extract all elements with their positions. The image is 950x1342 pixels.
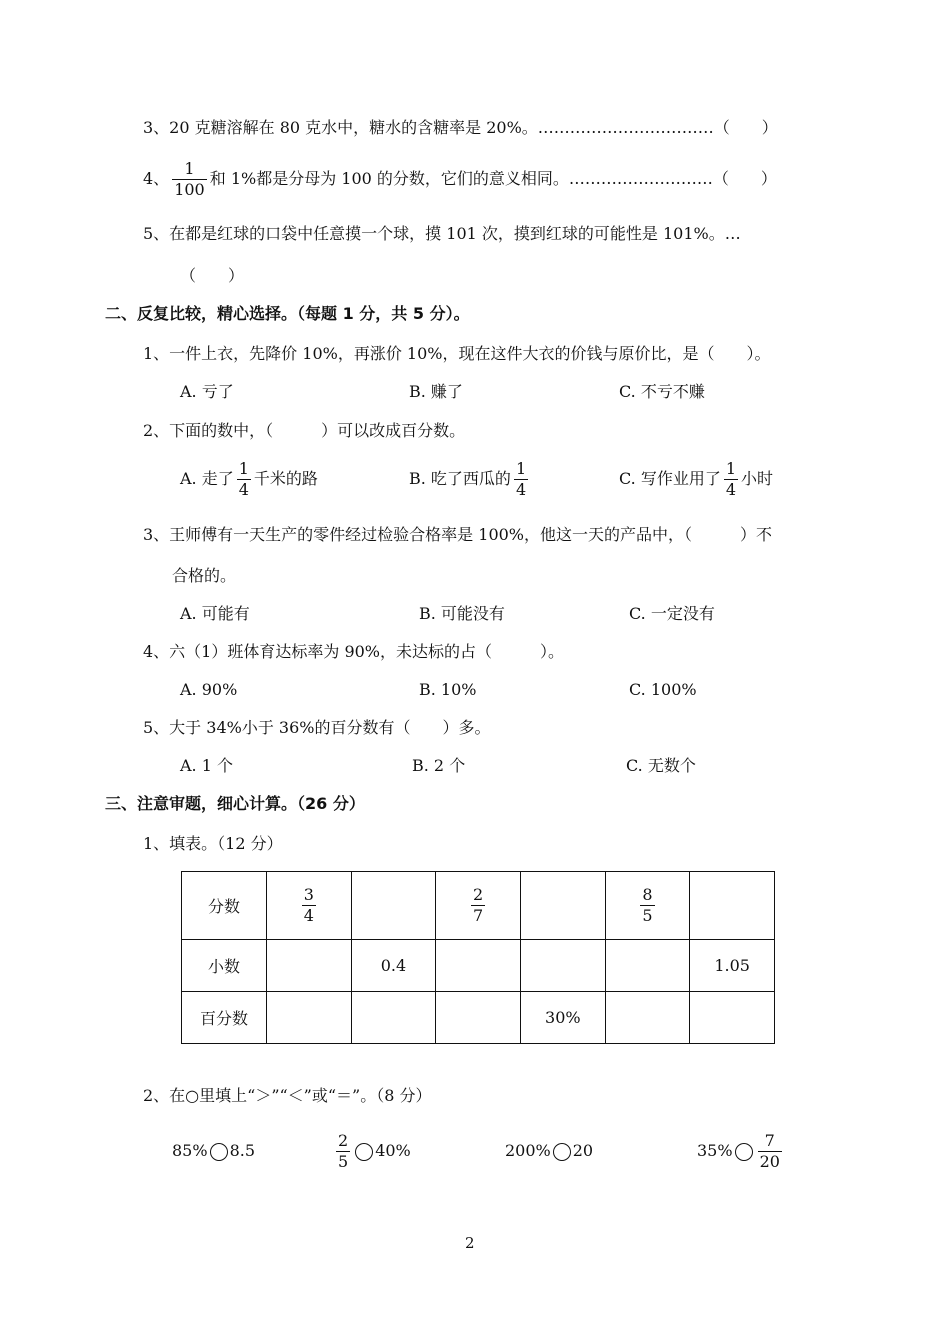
choice-q2-option-a [180, 459, 318, 499]
calc-q2-text: 2、在○里填上“＞”“＜”或“＝”。（8 分） [143, 1086, 432, 1105]
fraction-numerator: 3 [303, 885, 314, 904]
option-suffix: 千米的路 [253, 469, 318, 488]
fraction-numerator: 1 [184, 159, 195, 178]
page-number: 2 [465, 1234, 475, 1252]
option-fraction [724, 460, 738, 499]
choice-q5-option-c: C. 无数个 [626, 756, 696, 775]
section2-score: （每题 1 分，共 5 分）。 [297, 304, 470, 323]
percent-cell[interactable] [690, 992, 775, 1044]
fraction-denominator: 4 [515, 480, 527, 499]
fraction-cell[interactable] [267, 872, 352, 940]
option-suffix: 小时 [741, 469, 774, 488]
table-row-decimal [182, 940, 775, 992]
judge-q4-fraction [172, 160, 207, 199]
compare-2 [333, 1127, 411, 1175]
table-row-percent [182, 992, 775, 1044]
fraction-cell-blank[interactable] [690, 872, 775, 940]
fraction-numerator: 1 [515, 459, 527, 478]
section2-title: 二、反复比较，精心选择。 [105, 304, 298, 323]
choice-q4-option-b: B. 10% [419, 680, 477, 699]
judge-q5-paren: （ ） [180, 266, 245, 285]
decimal-cell[interactable]: 1.05 [690, 940, 775, 992]
table-row-fraction [182, 872, 775, 940]
decimal-cell[interactable] [520, 940, 605, 992]
option-fraction [237, 460, 251, 499]
answer-circle-icon[interactable] [553, 1143, 571, 1161]
row-label-fraction: 分数 [182, 872, 267, 940]
percent-cell[interactable] [267, 992, 352, 1044]
fraction-numerator: 2 [473, 885, 484, 904]
percent-cell[interactable] [605, 992, 690, 1044]
choice-q1-option-b: B. 赚了 [409, 382, 463, 401]
choice-q1-text: 1、一件上衣，先降价 10%，再涨价 10%，现在这件大衣的价钱与原价比，是（ ）。 [143, 344, 771, 363]
answer-circle-icon[interactable] [210, 1143, 228, 1161]
choice-q4-option-a: A. 90% [180, 680, 238, 699]
row-label-decimal: 小数 [182, 940, 267, 992]
fraction-denominator: 4 [238, 480, 249, 499]
fraction-cell-blank[interactable] [520, 872, 605, 940]
fraction-denominator: 4 [725, 480, 737, 499]
fraction-cell[interactable] [436, 872, 521, 940]
choice-q5-option-b: B. 2 个 [412, 756, 466, 775]
compare-right: 8.5 [229, 1141, 256, 1160]
choice-q2-option-b [409, 459, 531, 499]
choice-q3-text-continued: 合格的。 [172, 566, 237, 585]
fraction-numerator: 7 [764, 1131, 775, 1150]
fraction-numerator: 8 [642, 885, 653, 904]
decimal-cell[interactable] [267, 940, 352, 992]
compare-right: 20 [572, 1141, 594, 1160]
judge-q5: 5、在都是红球的口袋中任意摸一个球，摸 101 次，摸到红球的可能性是 101%。… [143, 224, 741, 243]
fraction-denominator: 4 [303, 906, 314, 925]
compare-fraction [336, 1132, 350, 1171]
judge-q4-prefix: 4、 [143, 169, 170, 188]
fraction-denominator: 5 [338, 1152, 349, 1171]
judge-q4 [143, 157, 777, 201]
fraction-numerator: 1 [725, 459, 737, 478]
percent-cell[interactable]: 30% [520, 992, 605, 1044]
compare-left: 35% [697, 1141, 733, 1160]
answer-circle-icon[interactable] [355, 1143, 373, 1161]
choice-q3-option-c: C. 一定没有 [629, 604, 715, 623]
fraction-cell[interactable] [605, 872, 690, 940]
judge-q4-text: 和 1%都是分母为 100 的分数，它们的意义相同。………………………（ ） [209, 169, 777, 188]
percent-cell[interactable] [351, 992, 436, 1044]
decimal-cell[interactable]: 0.4 [351, 940, 436, 992]
fraction-denominator: 7 [473, 906, 484, 925]
compare-4 [697, 1127, 785, 1175]
choice-q3-text: 3、王师傅有一天生产的零件经过检验合格率是 100%，他这一天的产品中，（ ）不 [143, 525, 773, 544]
row-label-percent: 百分数 [182, 992, 267, 1044]
option-label: C. 写作业用了 [619, 469, 721, 488]
section2-heading [105, 304, 470, 324]
compare-right: 40% [375, 1141, 411, 1160]
option-label: B. 吃了西瓜的 [409, 469, 511, 488]
choice-q1-option-a: A. 亏了 [180, 382, 234, 401]
section3-title: 三、注意审题，细心计算。（26 分） [105, 794, 365, 813]
fraction-denominator: 100 [174, 180, 205, 199]
percent-cell[interactable] [436, 992, 521, 1044]
choice-q5-option-a: A. 1 个 [180, 756, 233, 775]
compare-left: 200% [505, 1141, 551, 1160]
choice-q2-text: 2、下面的数中，（ ）可以改成百分数。 [143, 421, 466, 440]
choice-q5-text: 5、大于 34%小于 36%的百分数有（ ）多。 [143, 718, 491, 737]
compare-left: 85% [172, 1141, 208, 1160]
choice-q4-text: 4、六（1）班体育达标率为 90%，未达标的占（ ）。 [143, 642, 565, 661]
judge-q3: 3、20 克糖溶解在 80 克水中，糖水的含糖率是 20%。……………………………（ ） [143, 118, 778, 137]
compare-1 [172, 1141, 255, 1161]
compare-fraction [758, 1132, 782, 1171]
choice-q2-option-c [619, 459, 773, 499]
option-fraction [514, 460, 528, 499]
choice-q3-option-b: B. 可能没有 [419, 604, 505, 623]
option-label: A. 走了 [180, 469, 234, 488]
fraction-denominator: 20 [759, 1152, 780, 1171]
fraction-numerator: 1 [238, 459, 249, 478]
decimal-cell[interactable] [605, 940, 690, 992]
fraction-denominator: 5 [642, 906, 653, 925]
decimal-cell[interactable] [436, 940, 521, 992]
compare-3 [505, 1141, 593, 1161]
answer-circle-icon[interactable] [735, 1143, 753, 1161]
choice-q1-option-c: C. 不亏不赚 [619, 382, 705, 401]
calc-q1-text: 1、填表。（12 分） [143, 834, 283, 853]
fraction-numerator: 2 [338, 1131, 349, 1150]
choice-q3-option-a: A. 可能有 [180, 604, 250, 623]
conversion-table [181, 871, 775, 1044]
fraction-cell-blank[interactable] [351, 872, 436, 940]
choice-q4-option-c: C. 100% [629, 680, 697, 699]
